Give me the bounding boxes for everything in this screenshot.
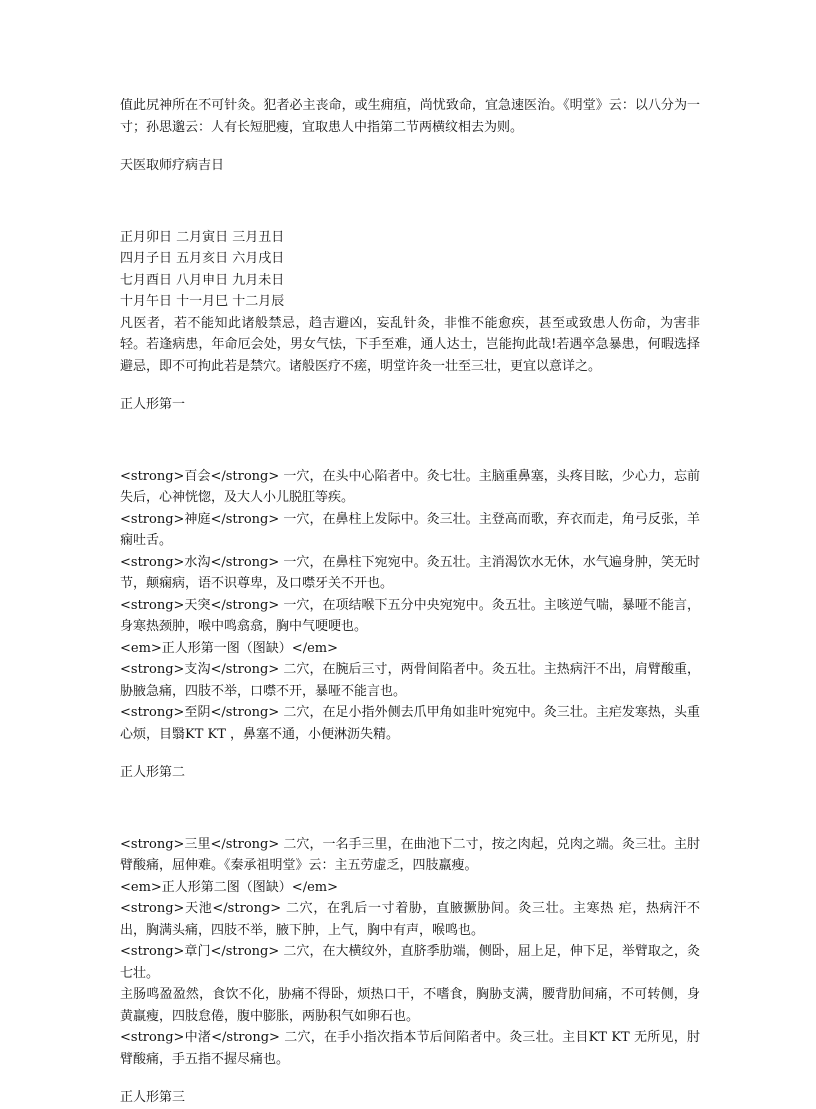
acupoint-entry: <strong>水沟</strong> 一穴，在鼻柱下宛宛中。灸五壮。主消渴饮水无休，水气遍身肿，笑无时节，颠痫病，语不识尊卑，及口噤牙关不开也。: [120, 554, 700, 591]
acupoint-entry: <strong>天突</strong> 一穴，在项结喉下五分中央宛宛中。灸五壮。主咳逆气喘，暴哑不能言，身寒热颈肿，喉中鸣翕翕，胸中气哽哽也。: [120, 597, 700, 634]
acupoint-entry: <strong>中渚</strong> 二穴，在手小指次指本节后间陷者中。灸三壮。主目KT KT 无所见，肘臂酸痛，手五指不握尽痛也。: [120, 1030, 700, 1067]
document-page: [120, 95, 700, 1109]
figure-missing-note: <em>正人形第一图（图缺）</em>: [120, 640, 338, 656]
intro-paragraph: 值此尻神所在不可针灸。犯者必主丧命，或生痈疽，尚忧致命，宜急速医治。《明堂》云：以八分为一寸；孙思邈云：人有长短肥瘦，宜取患人中指第二节两横纹相去为则。: [120, 98, 700, 135]
figure-missing-note: <em>正人形第二图（图缺）</em>: [120, 879, 338, 895]
acupoint-entry: <strong>三里</strong> 二穴，一名手三里，在曲池下二寸，按之肉起，兑肉之端。灸三壮。主肘臂酸痛，屈伸难。《秦承祖明堂》云：主五劳虚乏，四肢羸瘦。: [120, 836, 700, 873]
section-heading-figure-3: 正人形第三: [120, 1090, 186, 1105]
section-heading-figure-2: 正人形第二: [120, 765, 186, 780]
acupoint-entry: <strong>百会</strong> 一穴，在头中心陷者中。灸七壮。主脑重鼻塞，头疼目眩，少心力，忘前失后，心神恍惚，及大人小儿脱肛等疾。: [120, 468, 700, 505]
acupoint-entry-continuation: 主肠鸣盈盈然，食饮不化，胁痛不得卧，烦热口干，不嗜食，胸胁支满，腰背肋间痛，不可转侧，身黄羸瘦，四肢怠倦，腹中膨胀，两胁积气如卵石也。: [120, 987, 700, 1024]
day-row: 正月卯日 二月寅日 三月丑日: [120, 229, 285, 245]
acupoint-entry: <strong>至阴</strong> 二穴，在足小指外侧去爪甲角如韭叶宛宛中。灸三壮。主疟发寒热，头重心烦，目翳KT KT ，鼻塞不通，小便淋沥失精。: [120, 705, 700, 742]
acupoint-entry: <strong>天池</strong> 二穴，在乳后一寸着胁，直腋撅胁间。灸三壮。主寒热 疟，热病汗不出，胸满头痛，四肢不举，腋下肿，上气，胸中有声，喉鸣也。: [120, 901, 700, 938]
day-row: 十月午日 十一月巳 十二月辰: [120, 294, 285, 309]
section-heading-figure-1: 正人形第一: [120, 397, 186, 412]
acupoint-entry: <strong>支沟</strong> 二穴，在腕后三寸，两骨间陷者中。灸五壮。主热病汗不出，肩臂酸重，胁腋急痛，四肢不举，口噤不开，暴哑不能言也。: [120, 662, 700, 699]
day-row: 七月酉日 八月申日 九月未日: [120, 272, 285, 288]
acupoint-entry: <strong>章门</strong> 二穴，在大横纹外，直脐季肋端，侧卧，屈上足，伸下足，举臂取之，灸七壮。: [120, 944, 700, 981]
taboo-paragraph: 凡医者，若不能知此诸般禁忌，趋吉避凶，妄乱针灸，非惟不能愈疾，甚至或致患人伤命，为害非轻。若逢病患，年命厄会处，男女气怯，下手至难，通人达士，岂能拘此哉!若遇卒急暴患，何暇选择避忌，即不可拘此若是禁穴。诸般医疗不瘥，明堂许灸一壮至三壮，更宜以意详之。: [120, 315, 700, 374]
day-row: 四月子日 五月亥日 六月戌日: [120, 251, 285, 266]
section-heading-auspicious-days: 天医取师疗病吉日: [120, 158, 225, 173]
acupoint-entry: <strong>神庭</strong> 一穴，在鼻柱上发际中。灸三壮。主登高而歌，弃衣而走，角弓反张，羊痫吐舌。: [120, 511, 700, 548]
